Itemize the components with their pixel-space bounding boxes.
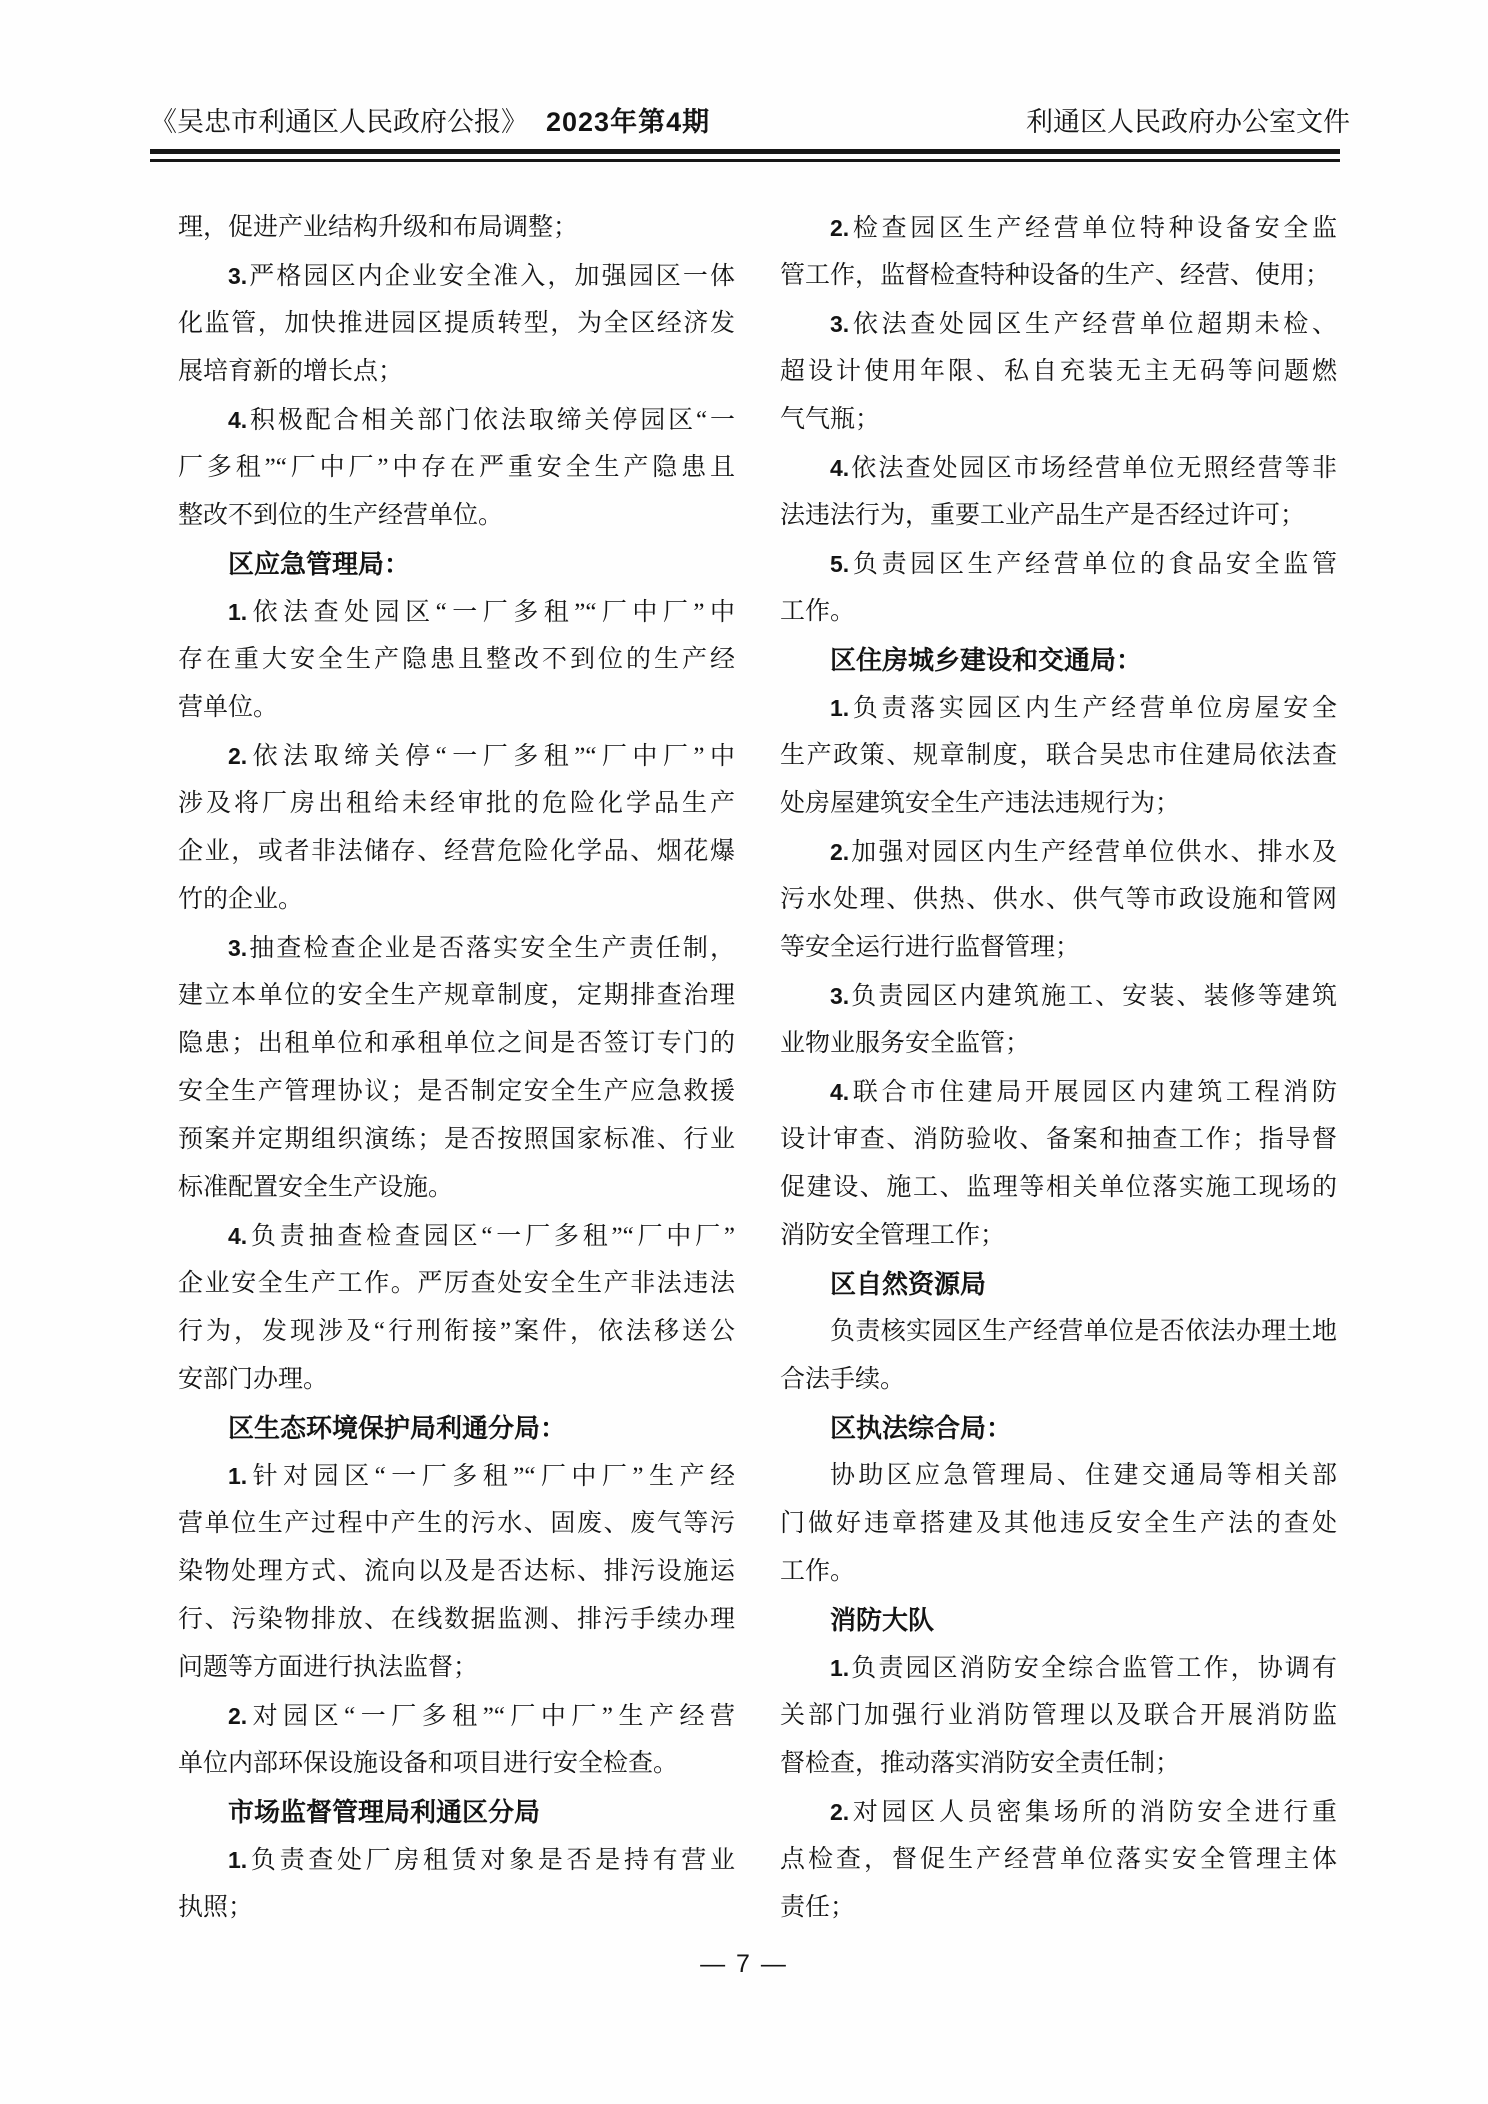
text-line: 1.依法查处园区“一厂多租”“厂中厂”中: [228, 599, 735, 626]
text-line: 业物业服务安全监管；: [780, 1030, 1031, 1057]
item-number: 2.: [830, 1799, 850, 1825]
item-number: 2.: [830, 839, 850, 865]
text-line: 安全生产管理协议；是否制定安全生产应急救援: [178, 1078, 735, 1105]
text-line: 理，促进产业结构升级和布局调整；: [178, 214, 579, 241]
text-line: 营单位生产过程中产生的污水、固废、废气等污: [178, 1510, 735, 1537]
text-line: 涉及将厂房出租给未经审批的危险化学品生产: [178, 790, 735, 817]
gazette-issue: 2023年第4期: [546, 107, 711, 137]
text-line: 2.检查园区生产经营单位特种设备安全监: [830, 215, 1337, 242]
header-rule-thick: [150, 149, 1340, 154]
item-number: 2.: [228, 1703, 248, 1729]
text-line: 等安全运行进行监督管理；: [780, 934, 1081, 961]
item-number: 3.: [228, 263, 248, 289]
text-line: 厂多租”“厂中厂”中存在严重安全生产隐患且: [178, 454, 735, 481]
text-line: 管工作，监督检查特种设备的生产、经营、使用；: [780, 262, 1331, 289]
text-line: 2.对园区人员密集场所的消防安全进行重: [830, 1799, 1337, 1826]
text-line: 隐患；出租单位和承租单位之间是否签订专门的: [178, 1030, 735, 1057]
text-line: 点检查，督促生产经营单位落实安全管理主体: [780, 1846, 1337, 1873]
column-left: [178, 204, 735, 1932]
item-number: 3.: [830, 311, 850, 337]
text-line: 企业安全生产工作。严厉查处安全生产非法违法: [178, 1270, 735, 1297]
item-number: 1.: [228, 1847, 248, 1873]
text-line: 整改不到位的生产经营单位。: [178, 502, 504, 529]
text-line: 安部门办理。: [178, 1366, 329, 1393]
item-number: 1.: [228, 1463, 248, 1489]
text-line: 染物处理方式、流向以及是否达标、排污设施运: [178, 1558, 735, 1585]
text-line: 4.负责抽查检查园区“一厂多租”“厂中厂”: [228, 1223, 735, 1250]
header-rule-thin: [150, 159, 1340, 162]
text-line: 督检查，推动落实消防安全责任制；: [780, 1750, 1181, 1777]
text-line: 单位内部环保设施设备和项目进行安全检查。: [178, 1750, 679, 1777]
text-line: 4.积极配合相关部门依法取缔关停园区“一: [228, 407, 735, 434]
text-line: 行为，发现涉及“行刑衔接”案件，依法移送公: [178, 1318, 735, 1345]
section-heading-line: 区应急管理局：: [228, 549, 411, 579]
text-line: 门做好违章搭建及其他违反安全生产法的查处: [780, 1510, 1337, 1537]
item-number: 4.: [228, 407, 248, 433]
text-line: 法违法行为，重要工业产品生产是否经过许可；: [780, 502, 1306, 529]
text-line: 营单位。: [178, 694, 279, 721]
item-number: 3.: [830, 983, 850, 1009]
text-line: 展培育新的增长点；: [178, 358, 404, 385]
text-line: 处房屋建筑安全生产违法违规行为；: [780, 790, 1181, 817]
text-line: 合法手续。: [780, 1366, 906, 1393]
office-document-label: 利通区人民政府办公室文件: [1026, 107, 1350, 137]
text-line: 行、污染物排放、在线数据监测、排污手续办理: [178, 1606, 735, 1633]
section-heading-line: 市场监督管理局利通区分局: [228, 1797, 541, 1827]
text-line: 5.负责园区生产经营单位的食品安全监管: [830, 551, 1337, 578]
text-line: 协助区应急管理局、住建交通局等相关部: [830, 1462, 1337, 1489]
item-number: 2.: [830, 215, 850, 241]
item-number: 5.: [830, 551, 850, 577]
text-line: 4.依法查处园区市场经营单位无照经营等非: [830, 455, 1337, 482]
item-number: 4.: [228, 1223, 248, 1249]
item-number: 2.: [228, 743, 248, 769]
text-line: 设计审查、消防验收、备案和抽查工作；指导督: [780, 1126, 1337, 1153]
text-line: 竹的企业。: [178, 886, 304, 913]
gazette-header: [150, 100, 710, 139]
gazette-title: 《吴忠市利通区人民政府公报》: [150, 107, 528, 137]
item-number: 1.: [830, 695, 850, 721]
text-line: 3.负责园区内建筑施工、安装、装修等建筑: [830, 983, 1337, 1010]
item-number: 1.: [830, 1655, 850, 1681]
text-line: 企业，或者非法储存、经营危险化学品、烟花爆: [178, 838, 735, 865]
section-heading-line: 区住房城乡建设和交通局：: [830, 645, 1143, 675]
text-line: 责任；: [780, 1894, 856, 1921]
text-line: 预案并定期组织演练；是否按照国家标准、行业: [178, 1126, 735, 1153]
text-line: 3.严格园区内企业安全准入，加强园区一体: [228, 263, 735, 290]
section-heading-line: 区自然资源局: [830, 1269, 987, 1299]
text-line: 3.依法查处园区生产经营单位超期未检、: [830, 311, 1337, 338]
text-line: 1.负责园区消防安全综合监管工作，协调有: [830, 1655, 1337, 1682]
column-right: [780, 204, 1337, 1932]
section-heading-line: 消防大队: [830, 1605, 935, 1635]
page-footer: [0, 1950, 1488, 1979]
text-line: 超设计使用年限、私自充装无主无码等问题燃: [780, 358, 1337, 385]
text-line: 负责核实园区生产经营单位是否依法办理土地: [830, 1318, 1337, 1345]
text-line: 1.负责查处厂房租赁对象是否是持有营业: [228, 1847, 735, 1874]
text-line: 消防安全管理工作；: [780, 1222, 1006, 1249]
item-number: 3.: [228, 935, 248, 961]
text-line: 促建设、施工、监理等相关单位落实施工现场的: [780, 1174, 1337, 1201]
text-line: 标准配置安全生产设施。: [178, 1174, 454, 1201]
text-line: 生产政策、规章制度，联合吴忠市住建局依法查: [780, 742, 1337, 769]
text-line: 气气瓶；: [780, 406, 881, 433]
item-number: 1.: [228, 599, 248, 625]
text-line: 2.依法取缔关停“一厂多租”“厂中厂”中: [228, 743, 735, 770]
text-line: 2.加强对园区内生产经营单位供水、排水及: [830, 839, 1337, 866]
text-line: 建立本单位的安全生产规章制度，定期排查治理: [178, 982, 735, 1009]
text-line: 执照；: [178, 1894, 254, 1921]
section-heading-line: 区生态环境保护局利通分局：: [228, 1413, 567, 1443]
text-line: 污水处理、供热、供水、供气等市政设施和管网: [780, 886, 1337, 913]
item-number: 4.: [830, 1079, 850, 1105]
text-line: 存在重大安全生产隐患且整改不到位的生产经: [178, 646, 735, 673]
text-line: 化监管，加快推进园区提质转型，为全区经济发: [178, 310, 735, 337]
section-heading-line: 区执法综合局：: [830, 1413, 1013, 1443]
item-number: 4.: [830, 455, 850, 481]
text-line: 3.抽查检查企业是否落实安全生产责任制，: [228, 935, 735, 962]
text-line: 1.针对园区“一厂多租”“厂中厂”生产经: [228, 1463, 735, 1490]
text-line: 4.联合市住建局开展园区内建筑工程消防: [830, 1079, 1337, 1106]
text-line: 1.负责落实园区内生产经营单位房屋安全: [830, 695, 1337, 722]
text-line: 问题等方面进行执法监督；: [178, 1654, 479, 1681]
text-line: 工作。: [780, 598, 856, 625]
text-line: 2.对园区“一厂多租”“厂中厂”生产经营: [228, 1703, 735, 1730]
text-line: 关部门加强行业消防管理以及联合开展消防监: [780, 1702, 1337, 1729]
text-line: 工作。: [780, 1558, 856, 1585]
page-number: — 7 —: [700, 1950, 788, 1978]
